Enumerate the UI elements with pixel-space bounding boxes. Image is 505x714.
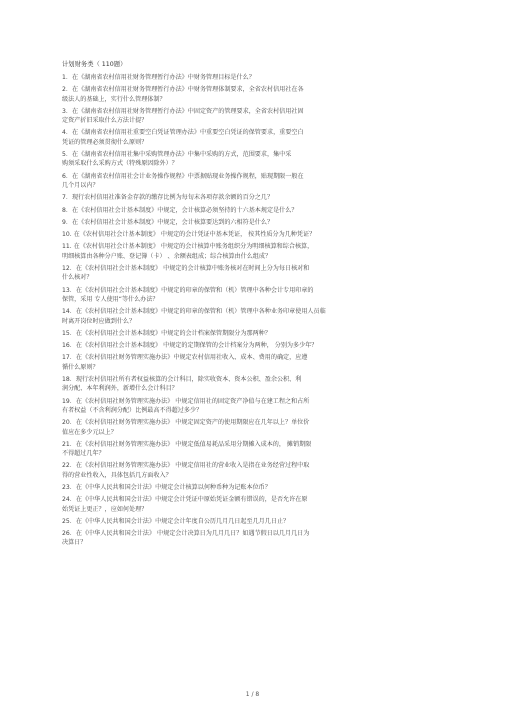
section-heading: 计划财务类（ 110题）: [62, 61, 127, 68]
question-text-line: 15．在《农村信用社会计基本制度》中规定的会计档案保管期限分为那两种？: [62, 329, 271, 337]
question-item: [62, 483, 457, 492]
question-text-line: 保管，采用 专人使用“等什么办法？: [62, 295, 159, 303]
question-item: [62, 307, 457, 326]
question-text-line: 级法人的基础上，实行什么管理体制？: [62, 95, 166, 103]
question-item: [62, 529, 457, 548]
question-item: [62, 206, 457, 215]
question-text-line: 决算日？: [62, 539, 87, 547]
question-text-line: 不得超过几年？: [62, 450, 105, 458]
question-item: [62, 107, 457, 126]
question-text-line: 3．在《湖南省农村信用社财务管理暂行办法》中固定资产的管理要求，全省农村信用社固: [62, 107, 304, 115]
question-text-line: 5．在《湖南省农村信用社集中采购管理办法》中集中采购的方式，范围要求，集中采: [62, 151, 292, 159]
question-text-line: 值应在多少元以上？: [62, 428, 117, 436]
question-item: [62, 230, 457, 239]
question-text-line: 2．在《湖南省农村信用社财务管理暂行办法》中财务管理体制要求，全省农村信用社在各: [62, 86, 304, 94]
question-text-line: 9．在《农村信用社会计基本制度》中规定，会计核算要达到的六相符是什么？: [62, 218, 274, 226]
question-item: [62, 172, 457, 191]
question-text-line: 润分配、本年利润外，新增什么会计科目？: [62, 385, 178, 393]
question-text-line: 有者权益（不含利润分配）比例最高不得超过多少？: [62, 406, 203, 414]
question-text-line: 4．在《湖南省农村信用社重要空白凭证管理办法》中重要空白凭证的保管要求，重要空白: [62, 129, 304, 137]
question-text-line: 22．在《农村信用社财务管理实施办法》 中规定信用社的营业收入是指在业务经营过程中取: [62, 462, 310, 470]
question-text-line: 始凭证上更正？，应如何处理？: [62, 505, 148, 513]
question-item: [62, 397, 457, 416]
question-text-line: 购须采取什么采购方式（特殊原因除外）？: [62, 160, 178, 168]
question-text-line: 13．在《农村信用社会计基本制度》中规定的印章的保管和（机）管理中各种会计专用印章的: [62, 286, 314, 294]
question-item: [62, 286, 457, 305]
question-text-line: 时离开岗位时应做到什么？: [62, 317, 136, 325]
question-text-line: 14．在《农村信用社会计基本制度》中规定的印章的保管和（机）管理中各种业务印章使用人员临: [62, 308, 326, 316]
question-text-line: 21．在《农村信用社财务管理实施办法》 中规定低值易耗品采用分期摊入成本的， 摊销期限: [62, 440, 312, 448]
question-list: [62, 73, 457, 548]
document-body: [62, 60, 457, 551]
question-item: [62, 150, 457, 169]
question-text-line: 循什么原则？: [62, 363, 99, 371]
question-item: [62, 341, 457, 350]
question-text-line: 得的营业性收入，具体包括几方面收入？: [62, 471, 172, 479]
question-text-line: 20．在《农村信用社财务管理实施办法》 中规定固定资产的使用期限应在几年以上？单位价: [62, 419, 310, 427]
question-text-line: 10. 在《农村信用社会计基本制度》 中规定的会计凭证中基本凭证， 按其性质分为几种凭证？: [62, 231, 316, 239]
question-item: [62, 353, 457, 372]
question-text-line: 几个月以内？: [62, 181, 99, 189]
question-item: [62, 73, 457, 82]
question-item: [62, 440, 457, 459]
question-text-line: 23．在《中华人民共和国会计法》中规定会计核算以何种币种为记账本位币？: [62, 483, 271, 491]
question-item: [62, 85, 457, 104]
question-text-line: 17．在《农村信用社财务管理实施办法》中规定农村信用社收入、成本、费用的确定，应遵: [62, 354, 308, 362]
question-text-line: 定资产折旧采取什么方法计提？: [62, 117, 148, 125]
question-item: [62, 375, 457, 394]
question-item: [62, 517, 457, 526]
question-text-line: 25．在《中华人民共和国会计法》中规定会计年度自公历几月几日起至几月几日止？: [62, 517, 290, 525]
question-text-line: 26．在《中华人民共和国会计法》 中规定会计决算日为几月几日？如遇节假日以几月几日为: [62, 530, 310, 538]
question-text-line: 1．在《湖南省农村信用社财务管理暂行办法》中财务管理目标是什么？: [62, 74, 255, 81]
question-text-line: 6．在《湖南省农村信用社会计业务操作规程》中票据贴现业务操作规程，贴现期限一般在: [62, 172, 304, 180]
page-indicator: 1 / 8: [245, 691, 260, 698]
question-text-line: 8．在《农村信用社会计基本制度》中规定，会计核算必须坚持的十六基本规定是什么？: [62, 206, 298, 214]
question-item: [62, 242, 457, 261]
question-item: [62, 418, 457, 437]
question-item: [62, 461, 457, 480]
question-text-line: 18．现行农村信用社所有者权益核算的会计科目，除实收资本、资本公积、盈余公积、利: [62, 376, 302, 384]
question-text-line: 明细核算由各种分户账、登记簿（卡） 、余额表组成；综合核算由什么组成？: [62, 252, 272, 260]
question-text-line: 11. 在《农村信用社会计基本制度》 中规定的会计核算中账务组织分为明细核算和综合核算，: [62, 243, 314, 251]
question-text-line: 什么核对？: [62, 274, 93, 282]
question-text-line: 24．在《中华人民共和国会计法》中规定会计凭证中原始凭证金额有错误的，是否允许在原: [62, 496, 308, 504]
question-item: [62, 495, 457, 514]
question-item: [62, 193, 457, 202]
question-item: [62, 329, 457, 338]
question-text-line: 16．在《农村信用社会计基本制度》 中规定的定期保管的会计档案分为两种， 分别为多少年？: [62, 342, 318, 350]
question-item: [62, 218, 457, 227]
question-text-line: 19．在《农村信用社财务管理实施办法》 中规定信用社的固定资产净值与在建工程之和占所: [62, 397, 310, 405]
question-item: [62, 128, 457, 147]
question-text-line: 凭证的管理必须贯彻什么原则？: [62, 138, 148, 146]
question-item: [62, 264, 457, 283]
question-text-line: 12．在《农村信用社会计基本制度》 中规定的会计核算中账务核对在时间上分为每日核对和: [62, 265, 310, 273]
question-text-line: 7．现行农村信用社准备金存款的缴存比例为每旬末各项存款余额的百分之几？: [62, 194, 274, 202]
